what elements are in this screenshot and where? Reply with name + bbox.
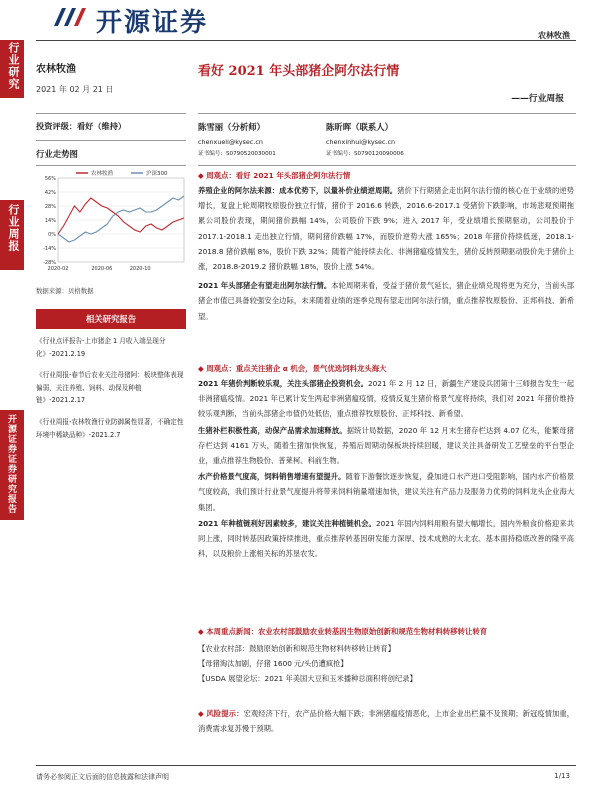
report-subtitle: ——行业周报 (511, 94, 564, 104)
side-tab-label-report: 开源证券证券研究报告 (6, 414, 16, 514)
trend-chart (36, 170, 186, 275)
x-tick-label: 2020-06 (91, 266, 113, 272)
analyst-1-email[interactable]: chenxueli@kysec.cn (198, 138, 263, 146)
related-item-1[interactable]: 《行业点评报告-上市猪企 1 月收入端呈现分化》-2021.2.19 (36, 337, 166, 358)
section-2-para-2: 生猪补栏积极性高，动保产品需求加速释放。据统计局数据，2020 年 12 月末生猪存栏达到 4.07 亿头，能繁母猪存栏达到 4161 万头，随着生猪加快恢复，养殖后周期动保板块持续回暖，建议关注具备研发工艺壁垒的平台型企业，重点推荐生物股份、普莱柯、科前生物。 (198, 425, 574, 466)
bullet-diamond-icon: ◆ (198, 627, 207, 636)
page-number: 1/13 (554, 772, 570, 780)
rating-rule (36, 113, 186, 114)
related-item-3[interactable]: 《行业周报-农林牧渔行业防御属性显著，不确定性环境中稀缺品种》-2021.2.7 (36, 418, 184, 439)
section-2-para-4: 2021 年种植链利好因素较多，建议关注种植链机会。2021 年国内饲料用粮有望大幅增长，国内外粮食价格迎来共同上涨，同时转基因政策持续推进，重点推荐转基因研发能力深厚、技术成熟的大北农、基本面持稳底改善的隆平高科，以及粮价上涨相关标的苏垦农发。 (198, 518, 574, 559)
side-tab-label-weekly: 行业周报 (7, 204, 20, 252)
left-category: 农林牧渔 (36, 64, 76, 75)
header-category-tag: 农林牧渔 (538, 31, 570, 40)
analyst-rule-top (198, 113, 576, 114)
trend-rule (36, 165, 186, 166)
bullet-diamond-icon: ◆ (198, 709, 207, 718)
analyst-1-cert: 证书编号：S0790520030001 (198, 151, 276, 157)
rating-label: 投资评级： (36, 121, 77, 131)
y-tick-label: -14% (43, 246, 56, 252)
rating-value: 看好（维持） (76, 121, 127, 131)
analyst-2 (326, 121, 466, 157)
x-tick-label: 2020-10 (129, 266, 151, 272)
analyst-rule-bottom (198, 165, 576, 166)
brand-name: 开源证券 (96, 8, 209, 38)
analyst-2-name: 陈昕晖（联系人） (326, 122, 393, 132)
footer-disclaimer: 请务必参阅正文后面的信息披露和法律声明 (36, 773, 169, 781)
analyst-2-email[interactable]: chenxinhui@kysec.cn (326, 138, 396, 146)
y-tick-label: 14% (44, 218, 56, 224)
legend-label: 农林牧渔 (91, 171, 114, 177)
bullet-diamond-icon: ◆ (198, 364, 207, 373)
section-2-para-1: 2021 年猪价判断较乐观，关注头部猪企投资机会。2021 年 2 月 12 日，新疆生产建设兵团第十三师报告发生一起非洲猪瘟疫情。2021 年已累计发生两起非洲猪瘟疫情，疫情反复生猪价格景气度将持续，我们对 2021 年猪价维持较乐观判断，当前头部猪企市值仍处低估，重点推荐牧原股份、正邦科技、新希望。 (198, 379, 574, 419)
trend-title: 行业走势图 (36, 149, 78, 159)
section-3-heading: ◆ 本周重点新闻：农业农村部鼓励农业转基因生物原始创新和规范生物材料转移转让转育 (198, 627, 488, 636)
news-item-2[interactable]: 【母猪淘汰加剧，仔猪 1600 元/头仍遭疯抢】 (198, 659, 348, 669)
related-item-2[interactable]: 《行业周报-春节后农业关注母猪阿：板块整体表现偏弱，关注养殖、饲料、动保及种植链》-2021.2.17 (36, 371, 184, 405)
analyst-1-name: 陈雪丽（分析师） (198, 122, 265, 132)
news-item-3[interactable]: 【USDA 展望论坛：2021 年美国大豆和玉米播种总面积将创纪录】 (198, 674, 417, 684)
rating (36, 121, 126, 132)
section-1-heading: ◆ 周观点：看好 2021 年头部猪企阿尔法行情 (198, 171, 351, 180)
risk-text: 宏观经济下行，农产品价格大幅下跌；非洲猪瘟疫情恶化，上市企业出栏量不及预期；新冠疫情加重，消费需求复苏慢于预期。 (198, 709, 574, 734)
risk-warning (198, 706, 574, 736)
section-2 (198, 363, 574, 561)
bullet-diamond-icon: ◆ (198, 171, 207, 180)
analyst-1 (198, 121, 323, 157)
related-title: 相关研究报告 (85, 314, 137, 324)
section-1-para-1: 养殖企业的阿尔法来源：成本优势下，以量补价业绩逆周期。猪价下行期猪企走出阿尔法行情的核心在于业绩的逆势增长，复盘上轮周期牧原股份独立行情，猪价于 2016.6 转跌，2016.6-2017.1 受猪价下跌影响，市场悲观预期拖累公司股价表现，期间猪价跌幅 14%，公司股价下跌 9%；进入 2017 年，受业绩增长预期驱动，公司股价于 2017.1-2018.1 走出独立行情，期间猪价跌幅 17%，而股价逆势大涨 165%；2018 年猪价持续低迷，2018.1-2018.8 猪价跌幅 8%，股价下跌 32%；随着产能持续去化、非洲猪瘟疫情发生，猪价反转预期驱动股价先于猪价上涨，2018.8-2019.2 猪价跌幅 18%，股价上涨 54%。 (198, 186, 575, 272)
header-rule (36, 40, 576, 41)
footer-rule (36, 765, 576, 766)
y-tick-label: 0% (48, 232, 56, 238)
legend-label: 沪深300 (146, 171, 168, 177)
y-tick-label: 28% (44, 204, 56, 210)
side-tab-label-research: 行业研究 (7, 42, 20, 90)
report-title: 看好 2021 年头部猪企阿尔法行情 (198, 64, 400, 79)
brand-logo (52, 4, 92, 30)
section-1-para-2: 2021 年头部猪企有望走出阿尔法行情。本轮周期来看，受益于猪价景气延长，猪企业绩兑现将更为充分，当前头部猪企市值已具备较强安全边际，未来随着业绩的逐季兑现有望走出阿尔法行情，重点推荐牧原股份、正邦科技、新希望。 (198, 281, 574, 321)
section-2-para-3: 水产价格景气度高，饲料销售增速有望提升。随着下游餐饮逐步恢复，叠加进口水产进口受阻影响，国内水产价格景气度较高，我们预计行业景气度提升将带来饲料销量增速加快，建议关注有产品力及服务力优势的饲料龙头企业海大集团。 (198, 472, 575, 512)
y-tick-label: -28% (43, 260, 56, 266)
y-tick-label: 56% (44, 176, 56, 182)
report-date: 2021 年 02 月 21 日 (36, 85, 114, 94)
section-2-heading: ◆ 周观点：重点关注猪企 α 机会，景气优选饲料龙头海大 (198, 364, 387, 373)
section-1 (198, 170, 574, 324)
section-3 (198, 626, 574, 687)
risk-heading: ◆ 风险提示： (198, 709, 244, 718)
chart-source: 数据来源：贝格数据 (36, 287, 94, 295)
rating-rule-2 (36, 140, 186, 141)
news-item-1[interactable]: 【农业农村部：鼓励原始创新和规范生物材料转移转让转育】 (198, 644, 396, 653)
analyst-2-cert: 证书编号：S0790120090006 (326, 151, 404, 157)
y-tick-label: 42% (44, 190, 56, 196)
x-tick-label: 2020-02 (47, 266, 69, 272)
